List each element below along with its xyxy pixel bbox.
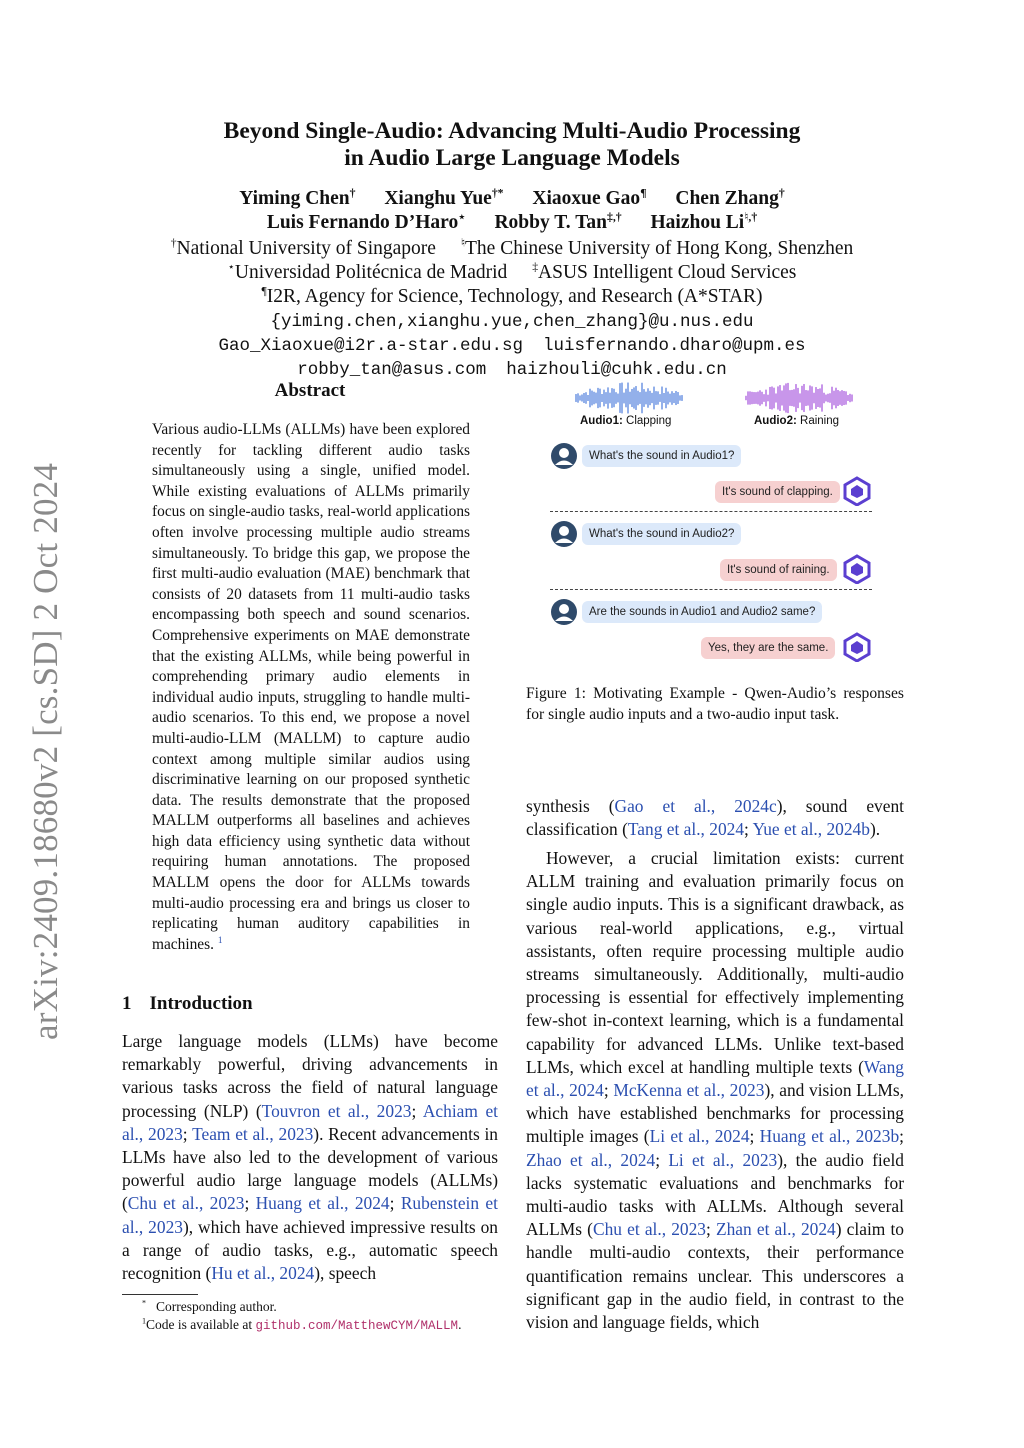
email[interactable]: Gao_Xiaoxue@i2r.a-star.edu.sg (218, 336, 523, 356)
text: ; (411, 1100, 423, 1121)
divider-line (550, 511, 872, 512)
affil-text: Universidad Politécnica de Madrid (234, 262, 508, 283)
author-name: Luis Fernando D’Haro (266, 212, 459, 233)
user-avatar-icon (550, 520, 578, 548)
author (239, 188, 355, 209)
author-name: Haizhou Li (650, 212, 745, 233)
code-link[interactable]: github.com/MatthewCYM/MALLM (255, 1319, 459, 1333)
author-row-1 (0, 187, 1024, 211)
audio2-waveform (744, 380, 854, 416)
affil-text: The Chinese University of Hong Kong, Shenzhen (465, 238, 854, 259)
text: ), and vision LLMs, which have established benchmarks for processing multiple images ( (526, 1080, 904, 1147)
citation-link[interactable]: Chu et al., 2023 (127, 1193, 245, 1214)
qwen-logo-icon (842, 554, 872, 584)
footnote-mark: 1 (142, 1316, 147, 1326)
citation-link[interactable]: Touvron et al., 2023 (261, 1100, 412, 1121)
intro-paragraph (122, 1030, 498, 1285)
arxiv-identifier: arXiv:2409.18680v2 [cs.SD] 2 Oct 2024 (26, 462, 65, 1040)
text: Large language models (LLMs) have become remarkably powerful, driving advancements in various tasks across the field of natural language processing (NLP) ( (122, 1031, 498, 1121)
abstract-heading: Abstract (274, 380, 346, 401)
divider-line (550, 589, 872, 590)
citation-link[interactable]: Li et al., 2023 (668, 1149, 778, 1170)
citation-link[interactable]: Li et al., 2024 (649, 1126, 750, 1147)
citation-link[interactable]: Hu et al., 2024 (211, 1263, 315, 1284)
citation-link[interactable]: Team et al., 2023 (192, 1123, 314, 1144)
audio2-label (754, 415, 839, 427)
audio1-label (580, 415, 671, 427)
author-mark: ‡,† (607, 210, 622, 224)
affil-row-1 (0, 237, 1024, 261)
citation-link[interactable]: Rubenstein et al., 2023 (122, 1193, 498, 1237)
footnote-text: Corresponding author. (156, 1299, 277, 1314)
author-name: Xiaoxue Gao (532, 188, 641, 209)
text: ; (744, 819, 753, 840)
audio-desc: Raining (796, 415, 840, 427)
paper-title (0, 118, 1024, 172)
email[interactable]: luisfernando.dharo@upm.es (543, 336, 806, 356)
citation-link[interactable]: Gao et al., 2024c (614, 796, 777, 816)
affil-text: ASUS Intelligent Cloud Services (538, 262, 797, 283)
citation-link[interactable]: Chu et al., 2023 (592, 1219, 706, 1240)
audio-desc: Clapping (622, 415, 672, 427)
title-line-1: Beyond Single-Audio: Advancing Multi-Audio Processing (223, 118, 801, 144)
text: ; (182, 1123, 193, 1144)
text: ). Recent advancements in LLMs have also led to the development of various powerful audio large language models (ALLMs) ( (122, 1123, 498, 1214)
figure-caption: Figure 1: Motivating Example - Qwen-Audio’s responses for single audio inputs and a two-audio input task. (526, 685, 904, 723)
author (267, 212, 466, 233)
author-name: Chen Zhang (675, 188, 779, 209)
affil-row-3 (0, 285, 1024, 309)
citation-link[interactable]: Huang et al., 2023b (759, 1126, 900, 1147)
abstract-footnote-mark[interactable]: 1 (217, 934, 223, 945)
text: ), sound event classification ( (526, 796, 904, 840)
text: synthesis ( (526, 796, 615, 816)
user-avatar-icon (550, 442, 578, 470)
user-avatar-icon (550, 598, 578, 626)
author-name: Xianghu Yue (384, 188, 492, 209)
author-name: Yiming Chen (239, 188, 350, 209)
citation-link[interactable]: Zhan et al., 2024 (715, 1219, 836, 1240)
qwen-logo-icon (842, 476, 872, 506)
user-question-1: What's the sound in Audio1? (582, 445, 741, 467)
affil-mark: ¶ (261, 284, 267, 298)
author (494, 212, 621, 233)
text: . (458, 1317, 462, 1332)
affiliation (228, 262, 508, 283)
citation-link[interactable]: Wang et al., 2024 (526, 1056, 904, 1101)
model-answer-1: It's sound of clapping. (715, 481, 840, 503)
citation-link[interactable]: Zhao et al., 2024 (526, 1149, 656, 1170)
citation-link[interactable]: Huang et al., 2024 (255, 1193, 390, 1214)
text: ) claim to handle multi-audio contexts, their performance quantification remains unclear. This underscores a significant gap in the audio field, in contrast to the vision and language fields, which (526, 1219, 904, 1333)
user-question-3: Are the sounds in Audio1 and Audio2 same? (582, 601, 822, 623)
model-answer-2: It's sound of raining. (720, 559, 837, 581)
author (532, 188, 646, 209)
affiliation (461, 238, 854, 259)
text: However, a crucial limitation exists: current ALLM training and evaluation primarily focus on single audio inputs. This is a significant drawback, as various real-world applications, e.g., virtual assistants, often require processing multiple audio streams simultaneously. Additionally, multi-audio processing is essential for effectively implementing few-shot in-context learning, which is a fundamental capability for advanced LLMs. Unlike text-based LLMs, which excel at handling multiple texts ( (526, 848, 904, 1077)
email-row-2 (0, 334, 1024, 358)
email[interactable]: {yiming.chen,xianghu.yue,chen_zhang}@u.nus.edu (270, 312, 754, 332)
affil-mark: ⋆ (227, 260, 235, 274)
author-mark: ⋆ (458, 210, 466, 224)
affil-text: National University of Singapore (176, 238, 436, 259)
footnote-text: Code is available at (146, 1317, 256, 1332)
text: ; (389, 1193, 401, 1214)
audio1-waveform (574, 380, 684, 416)
text: ), which have achieved impressive results on a range of audio tasks, e.g., automatic speech recognition ( (122, 1216, 498, 1284)
right-paragraph-1 (526, 795, 904, 841)
author-mark: † (349, 186, 356, 200)
author (384, 188, 503, 209)
text: ; (706, 1219, 716, 1240)
affiliation (532, 262, 796, 283)
text: ; (655, 1149, 669, 1170)
text: ; (749, 1126, 760, 1147)
footnote-corresponding (122, 1298, 502, 1315)
title-line-2: in Audio Large Language Models (344, 145, 680, 171)
author-row-2 (0, 211, 1024, 235)
affil-mark: ♮ (460, 236, 465, 250)
text: ; (899, 1126, 904, 1147)
author (675, 188, 784, 209)
citation-link[interactable]: McKenna et al., 2023 (613, 1080, 765, 1101)
author-mark: ♮,† (744, 210, 758, 224)
author-list (0, 187, 1024, 235)
section-title: Introduction (149, 993, 253, 1014)
abstract-body (152, 420, 470, 955)
email-row-1 (0, 310, 1024, 334)
author-mark: †* (491, 186, 504, 200)
citation-link[interactable]: Achiam et al., 2023 (122, 1100, 498, 1144)
text: ; (603, 1080, 614, 1101)
section-heading (122, 993, 253, 1015)
email[interactable]: robby_tan@asus.com (297, 360, 487, 380)
author-mark: ¶ (640, 186, 647, 200)
text: ), the audio field lacks systematic evaluations and benchmarks for multi-audio tasks with ALLMs. Although several ALLMs ( (526, 1149, 904, 1240)
model-answer-3: Yes, they are the same. (701, 637, 835, 659)
abstract-text: Various audio-LLMs (ALLMs) have been explored recently for tackling different audio tasks simultaneously using a single, unified model. While existing evaluations of ALLMs primarily focus on single-audio tasks, real-world applications often involve processing multiple audio streams simultaneously. To bridge this gap, we propose the first multi-audio evaluation (MAE) benchmark that consists of 20 datasets from 11 multi-audio tasks encompassing both speech and sound scenarios. Comprehensive experiments on MAE demonstrate that the existing ALLMs, while being powerful in comprehending primary audio elements in individual audio inputs, struggling to handle multi-audio scenarios. To this end, we propose a novel multi-audio-LLM (MALLM) to capture audio context among multiple similar audios using discriminative learning on our proposed synthetic data. The results demonstrate that the proposed MALLM outperforms all baselines and achieves high data efficiency using synthetic data without requiring human annotations. The proposed MALLM opens the door for ALLMs towards multi-audio processing era and brings us closer to replicating human auditory capabilities in machines. (152, 421, 470, 953)
affiliation (261, 286, 762, 307)
footnote-mark: * (142, 1298, 147, 1308)
section-number: 1 (122, 993, 132, 1014)
author (651, 212, 758, 233)
affiliation (171, 238, 436, 259)
affiliations (0, 237, 1024, 309)
qwen-logo-icon (842, 632, 872, 662)
affil-row-2 (0, 261, 1024, 285)
user-question-2: What's the sound in Audio2? (582, 523, 741, 545)
email[interactable]: haizhouli@cuhk.edu.cn (506, 360, 727, 380)
footnote-code (122, 1316, 502, 1335)
text: ), speech (314, 1263, 377, 1284)
author-mark: † (778, 186, 785, 200)
right-paragraph-2 (526, 847, 904, 1334)
citation-link[interactable]: Yue et al., 2024b (752, 819, 870, 840)
citation-link[interactable]: Tang et al., 2024 (627, 819, 745, 840)
text: ; (244, 1193, 256, 1214)
affil-text: I2R, Agency for Science, Technology, and Research (A*STAR) (266, 286, 763, 307)
text: ). (869, 819, 881, 840)
author-name: Robby T. Tan (494, 212, 608, 233)
audio-label-bold: Audio1: (580, 415, 623, 427)
footnote-rule (122, 1294, 198, 1295)
figure-1 (540, 372, 880, 672)
affil-mark: ‡ (532, 260, 539, 274)
audio-label-bold: Audio2: (754, 415, 797, 427)
affil-mark: † (170, 236, 177, 250)
